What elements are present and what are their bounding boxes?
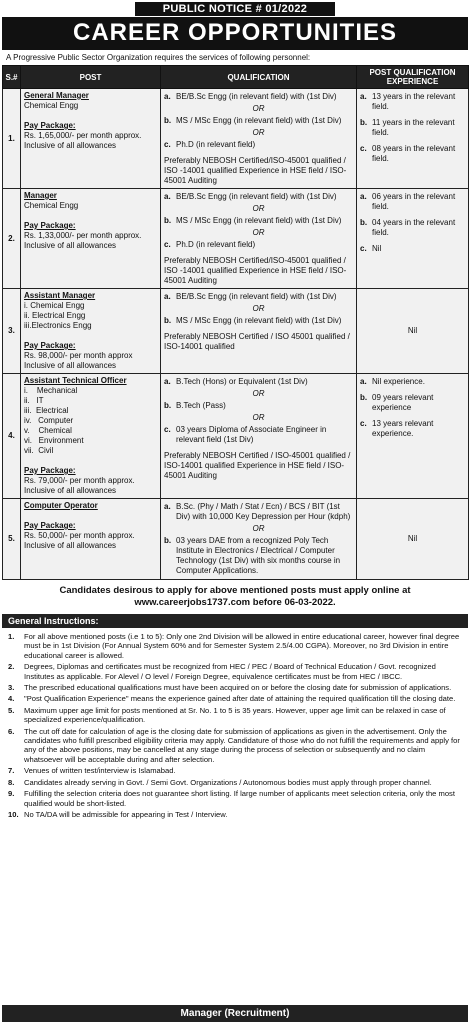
experience-option: [360, 92, 465, 112]
pay-amount: Rs. 79,000/- per month approx.: [24, 476, 135, 485]
qualification-cell: [161, 189, 357, 289]
qualification-note: Preferably NEBOSH Certified/ISO-45001 qualified / ISO -14001 qualified Experience in HSE field / ISO-45001 Auditing: [164, 256, 347, 285]
qualification-cell: [161, 89, 357, 189]
option-key: c.: [164, 140, 171, 149]
qualification-option: [164, 216, 353, 226]
experience-cell: [357, 89, 469, 189]
qualification-option: [164, 502, 353, 522]
post-name: Assistant Manager: [24, 291, 96, 300]
instruction-number: 1.: [8, 632, 15, 641]
or-separator: OR: [252, 524, 265, 533]
experience-option: [360, 144, 465, 164]
col-header-post: POST: [21, 66, 161, 89]
option-key: c.: [164, 425, 171, 434]
instruction-item: [8, 789, 462, 808]
option-text: BE/B.Sc Engg (in relevant field) with (1st Div): [176, 192, 337, 201]
qualification-option: [164, 536, 353, 576]
row-serial: 2.: [3, 189, 21, 289]
job-advertisement: [2, 2, 468, 1024]
post-name: General Manager: [24, 91, 89, 100]
experience-option: [360, 377, 465, 387]
instruction-number: 8.: [8, 777, 15, 787]
qualification-option: [164, 240, 353, 250]
post-name: Manager: [24, 191, 57, 200]
pay-amount: Rs. 98,000/- per month approx: [24, 351, 133, 360]
apply-line-2: www.careerjobs1737.com before 06-03-2022.: [134, 597, 336, 608]
qualification-option: [164, 140, 353, 150]
pay-package-label: Pay Package:: [24, 121, 76, 130]
qualification-note: Preferably NEBOSH Certified / ISO-45001 qualified / ISO-14001 qualified Experience in HSE field / ISO-45001 Auditing: [164, 451, 351, 480]
table-row: [3, 289, 469, 374]
public-notice-number: PUBLIC NOTICE # 01/2022: [135, 2, 335, 16]
experience-option: [360, 118, 465, 138]
option-text: Ph.D (in relevant field): [176, 240, 256, 249]
or-separator: OR: [252, 104, 265, 113]
instruction-number: 5.: [8, 705, 15, 715]
option-key: a.: [164, 377, 171, 386]
instruction-number: 9.: [8, 789, 15, 799]
instructions-list: [2, 628, 468, 823]
experience-cell: [357, 189, 469, 289]
row-serial: 5.: [3, 499, 21, 580]
option-key: a.: [164, 192, 171, 201]
apply-instructions: [2, 580, 468, 614]
post-discipline: iii. Electrical: [24, 406, 69, 415]
or-separator: OR: [252, 389, 265, 398]
post-discipline: v. Chemical: [24, 426, 72, 435]
pay-package-label: Pay Package:: [24, 341, 76, 350]
qualification-option: [164, 292, 353, 302]
experience-option: [360, 419, 465, 439]
pay-package-label: Pay Package:: [24, 221, 76, 230]
option-key: b.: [164, 401, 172, 410]
option-key: b.: [164, 536, 172, 545]
instruction-item: [8, 683, 462, 692]
experience-cell: [357, 374, 469, 499]
option-text: MS / MSc Engg (in relevant field) with (1st Div): [176, 316, 342, 325]
post-cell: [21, 189, 161, 289]
option-text: 08 years in the relevant field.: [372, 144, 456, 163]
experience-option: [360, 218, 465, 238]
qualification-cell: [161, 499, 357, 580]
option-text: Nil: [372, 244, 382, 253]
footer-signature: Manager (Recruitment): [2, 1005, 468, 1022]
post-cell: [21, 499, 161, 580]
or-separator: OR: [252, 228, 265, 237]
post-cell: [21, 289, 161, 374]
option-text: B.Tech (Pass): [176, 401, 226, 410]
post-name: Computer Operator: [24, 501, 98, 510]
option-key: a.: [360, 192, 367, 201]
pay-amount: Rs. 1,65,000/- per month approx.: [24, 131, 142, 140]
option-text: BE/B.Sc Engg (in relevant field) with (1st Div): [176, 292, 337, 301]
or-separator: OR: [252, 304, 265, 313]
qualification-cell: [161, 289, 357, 374]
post-discipline: iv. Computer: [24, 416, 74, 425]
option-text: B.Tech (Hons) or Equivalent (1st Div): [176, 377, 308, 386]
option-text: 09 years relevant experience: [372, 393, 434, 412]
qualification-option: [164, 401, 353, 411]
instruction-text: The prescribed educational qualifications must have been acquired on or before the closing date for submission of applications.: [24, 683, 452, 693]
option-key: b.: [164, 316, 172, 325]
post-name: Assistant Technical Officer: [24, 376, 127, 385]
row-serial: 1.: [3, 89, 21, 189]
apply-line-1: Candidates desirous to apply for above mentioned posts must apply online at: [59, 585, 411, 596]
instruction-item: [8, 766, 462, 775]
option-text: 04 years in the relevant field.: [372, 218, 456, 237]
instruction-item: [8, 662, 462, 681]
instruction-number: 4.: [8, 694, 15, 704]
instruction-number: 2.: [8, 662, 15, 672]
row-serial: 4.: [3, 374, 21, 499]
option-key: b.: [360, 118, 368, 127]
instruction-text: "Post Qualification Experience" means the experience gained after date of attaining the required qualification till the closing date.: [24, 694, 456, 704]
instruction-text: Maximum upper age limit for posts mentioned at Sr. No. 1 to 5 is 35 years. However, upper age limit can be relaxed in case of specialized experience/qualification.: [24, 705, 446, 725]
instructions-heading: General Instructions:: [2, 614, 468, 628]
qualification-note: Preferably NEBOSH Certified/ISO-45001 qualified / ISO -14001 qualified Experience in HSE field / ISO-45001 Auditing: [164, 156, 347, 185]
col-header-experience: POST QUALIFICATION EXPERIENCE: [357, 66, 469, 89]
option-text: MS / MSc Engg (in relevant field) with (1st Div): [176, 216, 342, 225]
pay-note: Inclusive of all allowances: [24, 486, 117, 495]
page-title: CAREER OPPORTUNITIES: [2, 17, 468, 50]
instruction-number: 6.: [8, 726, 15, 736]
instruction-item: [8, 706, 462, 725]
option-text: B.Sc. (Phy / Math / Stat / Ecn) / BCS / BIT (1st Div) with 10,000 Key Depression per Hour (kdph): [176, 502, 351, 521]
instruction-item: [8, 778, 462, 787]
experience-cell: Nil: [357, 499, 469, 580]
post-discipline: i. Mechanical: [24, 386, 78, 395]
post-discipline: ii. Electrical Engg: [24, 311, 86, 320]
option-key: c.: [360, 419, 367, 428]
post-cell: [21, 89, 161, 189]
instruction-item: [8, 694, 462, 703]
post-department: Chemical Engg: [24, 201, 79, 210]
post-discipline: vi. Environment: [24, 436, 84, 445]
option-key: c.: [360, 144, 367, 153]
option-key: a.: [360, 377, 367, 386]
intro-text: A Progressive Public Sector Organization requires the services of following personnel:: [6, 53, 311, 62]
instruction-text: Venues of written test/interview is Islamabad.: [24, 766, 176, 776]
instruction-item: [8, 727, 462, 765]
qualification-option: [164, 377, 353, 387]
option-key: c.: [360, 244, 367, 253]
option-text: MS / MSc Engg (in relevant field) with (1st Div): [176, 116, 342, 125]
col-header-sr: S.#: [3, 66, 21, 89]
option-key: a.: [360, 92, 367, 101]
option-text: 13 years in the relevant field.: [372, 92, 456, 111]
experience-option: [360, 393, 465, 413]
instruction-item: [8, 810, 462, 819]
option-text: 13 years relevant experience.: [372, 419, 434, 438]
table-row: [3, 189, 469, 289]
col-header-qualification: QUALIFICATION: [161, 66, 357, 89]
option-key: b.: [164, 116, 172, 125]
instruction-number: 7.: [8, 766, 15, 776]
option-text: Ph.D (in relevant field): [176, 140, 256, 149]
option-key: b.: [360, 218, 368, 227]
option-key: b.: [164, 216, 172, 225]
post-cell: [21, 374, 161, 499]
table-row: [3, 89, 469, 189]
option-text: 03 years Diploma of Associate Engineer in relevant field (1st Div): [176, 425, 327, 444]
post-department: Chemical Engg: [24, 101, 79, 110]
pay-package-label: Pay Package:: [24, 466, 76, 475]
qualification-cell: [161, 374, 357, 499]
or-separator: OR: [252, 413, 265, 422]
instruction-number: 3.: [8, 683, 15, 693]
experience-option: [360, 192, 465, 212]
table-row: [3, 374, 469, 499]
option-key: a.: [164, 92, 171, 101]
pay-note: Inclusive of all allowances: [24, 141, 117, 150]
qualification-option: [164, 92, 353, 102]
option-text: 03 years DAE from a recognized Poly Tech Institute in Electronics / Electrical / Computer Technology (1st Div) with six months course in Computer Applications.: [176, 536, 341, 575]
instruction-text: Fulfilling the selection criteria does not guarantee short listing. If large number of applicants meet selection criteria, only the most qualified would be short-listed.: [24, 789, 455, 808]
pay-package-label: Pay Package:: [24, 521, 76, 530]
row-serial: 3.: [3, 289, 21, 374]
instruction-number: 10.: [8, 809, 19, 819]
or-separator: OR: [252, 204, 265, 213]
instruction-text: The cut off date for calculation of age is the closing date for submission of applications as given in the advertisement. Only the candidates who fulfill prescribed eligibility criteria may apply. Candidature of those who do not fulfill the requirements and apply for any of the above positions, may be cancelled at any stage during the process of selection or subsequently and no claim whatsoever will be acceptable during and after selection.: [24, 726, 460, 764]
qualification-option: [164, 316, 353, 326]
option-key: a.: [164, 502, 171, 511]
option-key: b.: [360, 393, 368, 402]
pay-note: Inclusive of all allowances: [24, 541, 117, 550]
table-header-row: [3, 66, 469, 89]
post-discipline: i. Chemical Engg: [24, 301, 85, 310]
pay-amount: Rs. 50,000/- per month approx.: [24, 531, 135, 540]
post-discipline: ii. IT: [24, 396, 44, 405]
post-discipline: vii. Civil: [24, 446, 54, 455]
option-text: 11 years in the relevant field.: [372, 118, 455, 137]
pay-amount: Rs. 1,33,000/- per month approx.: [24, 231, 142, 240]
option-text: BE/B.Sc Engg (in relevant field) with (1st Div): [176, 92, 337, 101]
instruction-text: For all above mentioned posts (i.e 1 to 5): Only one 2nd Division will be allowed in entire educational career, however final degree must be in 1st Division (For Annual System 60% and for Semester System 2.5/4.00 CGPA). Moreover, no 3rd Division in entire educational career is allowed.: [24, 632, 460, 660]
instruction-text: No TA/DA will be admissible for appearing in Test / Interview.: [24, 809, 228, 819]
instruction-item: [8, 632, 462, 660]
qualification-option: [164, 116, 353, 126]
experience-option: [360, 244, 465, 254]
option-key: c.: [164, 240, 171, 249]
qualification-option: [164, 192, 353, 202]
table-row: [3, 499, 469, 580]
experience-cell: Nil: [357, 289, 469, 374]
instruction-text: Degrees, Diplomas and certificates must be recognized from HEC / PEC / Board of Technical Education / Govt. recognized Institutes as applicable. For Alevel / O level / Foreign Degree, equivalence certificates must be from HEC / IBCC.: [24, 662, 436, 681]
qualification-option: [164, 425, 353, 445]
positions-table: [2, 65, 469, 580]
option-text: 06 years in the relevant field.: [372, 192, 456, 211]
instruction-text: Candidates already serving in Govt. / Semi Govt. Organizations / Autonomous bodies must apply through proper channel.: [24, 777, 432, 787]
option-text: Nil experience.: [372, 377, 425, 386]
pay-note: Inclusive of all allowances: [24, 361, 117, 370]
option-key: a.: [164, 292, 171, 301]
pay-note: Inclusive of all allowances: [24, 241, 117, 250]
post-discipline: iii.Electronics Engg: [24, 321, 92, 330]
or-separator: OR: [252, 128, 265, 137]
qualification-note: Preferably NEBOSH Certified / ISO 45001 qualified / ISO-14001 qualified: [164, 332, 350, 351]
